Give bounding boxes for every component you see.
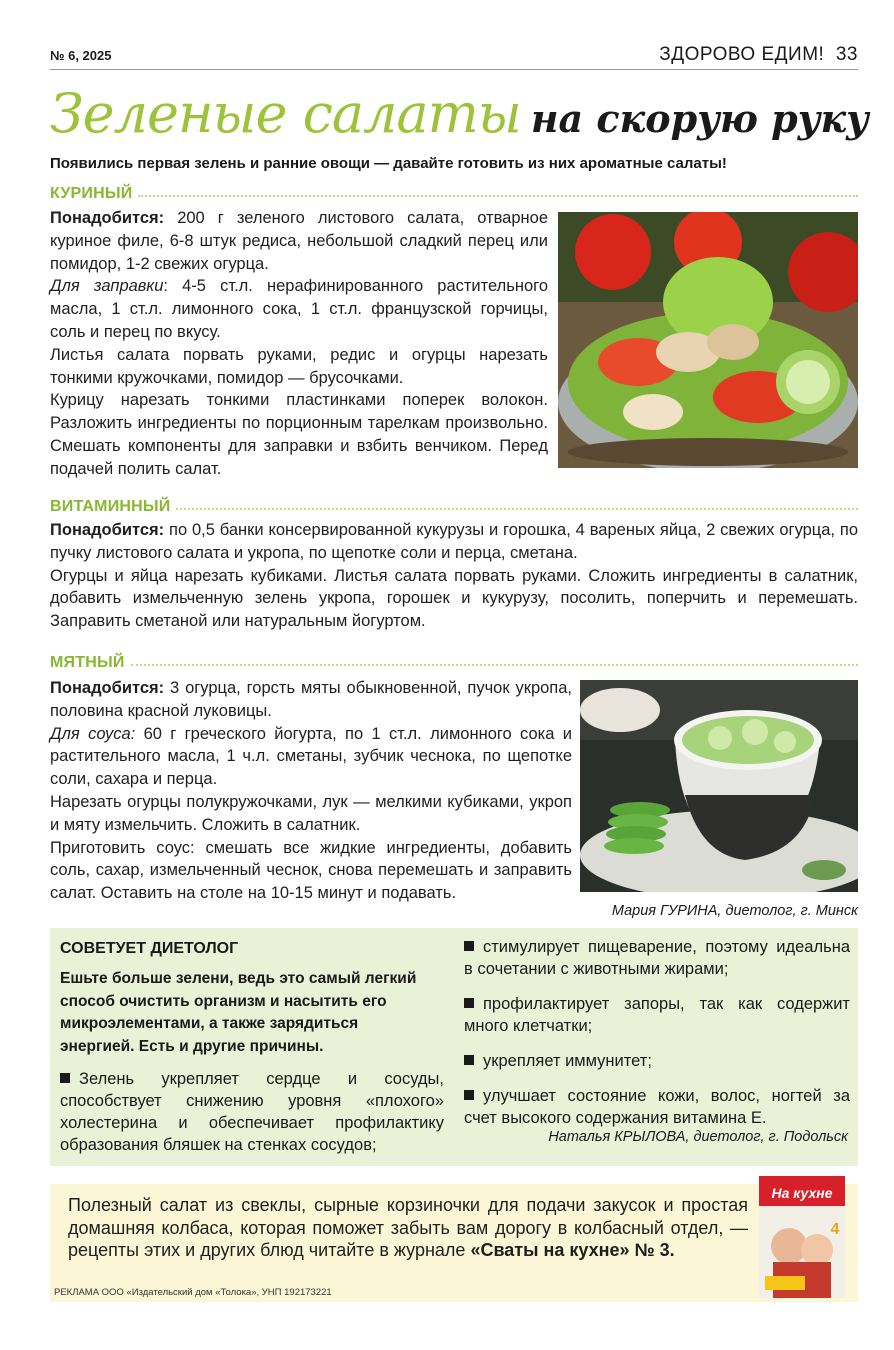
step-text: Нарезать огурцы полукружочками, лук — мелкими кубиками, укроп и мяту измельчить. Сложить в салатник. [50,792,572,834]
needs-text: по 0,5 банки консервированной кукурузы и горошка, 4 вареных яйца, 2 свежих огурца, по пучку листового салата и укропа, по щепотке соли и перца, сметана. [50,521,858,562]
promo-box [50,1184,858,1302]
tip-bullet [464,1085,850,1129]
promo-body: Полезный салат из свеклы, сырные корзиночки для подачи закусок и простая домашняя колбаса, которая поможет забыть вам дорогу в колбасный отдел, — рецепты этих и других блюд читайте в журнале [68,1195,748,1260]
needs-text: 3 огурца, горсть мяты обыкновенной, пучок укропа, половина красной луковицы. [50,679,572,720]
tip-bullet-text: укрепляет иммунитет; [483,1052,652,1070]
needs-text: 200 г зеленого листового салата, отварное куриное филе, 6-8 штук редиса, небольшой сладкий перец или помидор, 1-2 свежих огурца. [50,209,548,273]
recipe-chicken-text [50,207,548,481]
photo-chicken-salad [558,212,858,468]
issue-number: № 6, 2025 [50,48,112,63]
dotted-rule [131,664,858,666]
section-title: ВИТАМИННЫЙ [50,498,171,515]
step-text: Листья салата порвать руками, редис и огурцы нарезать тонкими кружочками, помидор — брусочками. [50,345,548,387]
step-text: Приготовить соус: смешать все жидкие ингредиенты, добавить соль, сахар, измельченный чеснок, снова перемешать и заправить салат. Оставить на столе на 10-15 минут и подавать. [50,838,572,903]
promo-magazine-name: «Сваты на кухне» № 3. [470,1240,675,1260]
section-header-mint [50,653,858,673]
bullet-square-icon [464,1055,474,1065]
step-text: Курицу нарезать тонкими пластинками поперек волокон. Разложить ингредиенты по порционным тарелкам произвольно. Смешать компоненты для заправки и взбить венчиком. Перед подачей полить салат. [50,391,548,478]
magazine-cover-image [759,1176,845,1298]
tip-bullet-text: стимулирует пищеварение, поэтому идеальна в сочетании с животными жирами; [464,938,850,978]
bullet-square-icon [464,941,474,951]
section-header-chicken [50,184,858,204]
step-text: Огурцы и яйца нарезать кубиками. Листья салата порвать руками. Сложить ингредиенты в салатник, добавить измельченную зелень укропа, горошек и кукурузу, посолить, поперчить и перемешать. Заправить сметаной или натуральным йогуртом. [50,566,858,631]
dressing-label: Для соуса: [50,724,136,743]
article-lead: Появились первая зелень и ранние овощи — давайте готовить из них ароматные салаты! [50,155,727,172]
section-title: КУРИНЫЙ [50,185,133,202]
tip-author: Наталья КРЫЛОВА, диетолог, г. Подольск [548,1129,848,1145]
tip-bullet-text: улучшает состояние кожи, волос, ногтей за счет высокого содержания витамина Е. [464,1087,850,1127]
dressing-text: : 4-5 ст.л. нерафинированного растительного масла, 1 ст.л. лимонного сока, 1 ст.л. французской горчицы, соль и перец по вкусу. [50,277,548,341]
cover-title: На кухне [771,1185,833,1201]
rubric-title [659,44,858,66]
tip-bullet [464,936,850,980]
dietitian-tip-box [50,928,858,1166]
tip-bullets-right [464,936,850,1142]
needs-label: Понадобится: [50,521,165,539]
tip-bullet-text: Зелень укрепляет сердце и сосуды, способствует снижению уровня «плохого» холестерина и обеспечивает профилактику образования бляшек на стенках сосудов; [60,1070,444,1154]
tip-bullet [60,1068,444,1156]
dotted-rule [176,508,858,510]
bullet-square-icon [464,998,474,1008]
photo-mint-salad [580,680,858,892]
tip-title: СОВЕТУЕТ ДИЕТОЛОГ [60,940,239,957]
ad-disclaimer: РЕКЛАМА ООО «Издательский дом «Толока», УНП 192173221 [54,1287,332,1298]
page-header [50,44,858,70]
title-main: Зеленые салаты [50,82,521,145]
section-header-vitamin [50,497,858,517]
cover-number: 4 [830,1221,840,1238]
dressing-label: Для заправки [50,277,164,296]
bullet-square-icon [464,1090,474,1100]
bullet-square-icon [60,1073,70,1083]
tip-bullet [464,1050,850,1072]
dressing-text: 60 г греческого йогурта, по 1 ст.л. лимонного сока и растительного масла, 1 ч.л. сметаны, зубчик чеснока, по щепотке соли, сахара и перца. [50,724,572,789]
page-number: 33 [835,44,858,65]
tip-bullet-text: профилактирует запоры, так как содержит много клетчатки; [464,995,850,1035]
dotted-rule [138,195,858,197]
section-title: МЯТНЫЙ [50,654,125,671]
needs-label: Понадобится: [50,209,165,227]
recipe-vitamin-text [50,519,858,633]
author-credit: Мария ГУРИНА, диетолог, г. Минск [611,903,858,919]
promo-text [68,1194,748,1262]
article-title [50,82,869,148]
tip-bullet [464,993,850,1037]
recipe-mint-text [50,677,572,905]
title-sub: на скорую руку [530,96,869,141]
tip-intro: Ешьте больше зелени, ведь это самый легкий способ очистить организм и насытить его микроэлементами, а также зарядиться энергией. Есть и другие причины. [60,970,417,1055]
rubric-label: ЗДОРОВО ЕДИМ! [659,44,825,65]
needs-label: Понадобится: [50,679,165,697]
